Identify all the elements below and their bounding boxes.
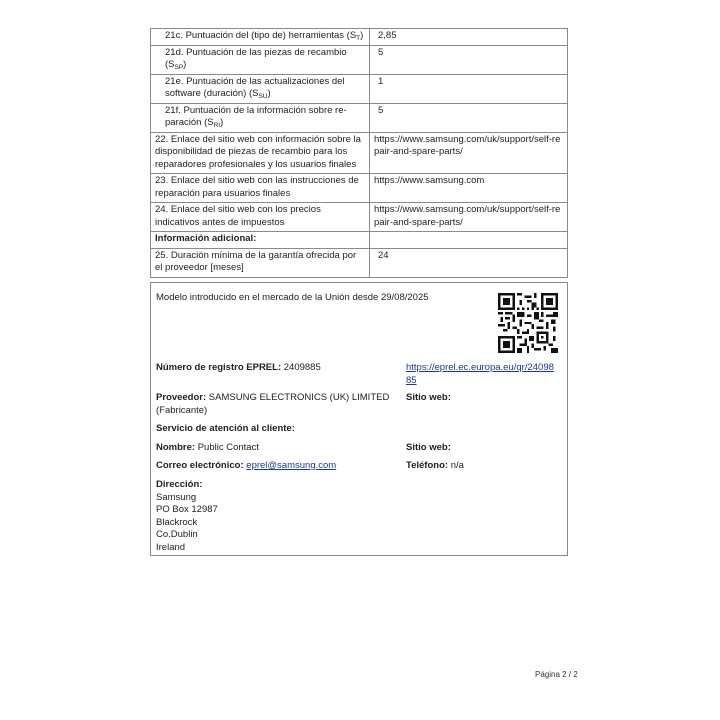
eprel-label: Número de registro EPREL: — [156, 362, 282, 373]
website2-label: Sitio web: — [406, 442, 451, 453]
row-value: 24 — [370, 248, 568, 277]
address-line: Ireland — [156, 541, 186, 553]
table-row — [151, 203, 568, 232]
row-label: 24. Enlace del sitio web con los precios indicativos antes de impuestos — [151, 203, 370, 232]
product-spec-table — [150, 28, 568, 278]
page-number: Página 2 / 2 — [535, 670, 578, 679]
contact-email — [156, 460, 336, 473]
supplier-value: SAMSUNG ELECTRONICS (UK) LIMITED (Fabricante) — [156, 392, 390, 416]
row-value: 5 — [370, 103, 568, 132]
contact-name — [156, 442, 259, 455]
row-label: 22. Enlace del sitio web con información sobre la disponibilidad de piezas de recambio para los reparadores profesionales y los usuarios finales — [151, 132, 370, 174]
section-empty-cell — [370, 232, 568, 249]
phone-label: Teléfono: — [406, 460, 449, 471]
row-label: 21f. Puntuación de la información sobre re-paración $(S_{RI})$ — [151, 103, 370, 132]
row-value-link: https://www.samsung.com/uk/support/self-repair-and-spare-parts/ — [370, 132, 568, 174]
address-line: Blackrock — [156, 516, 198, 528]
address-line: Samsung — [156, 491, 197, 503]
supplier-info — [156, 392, 401, 417]
website-label: Sitio web: — [406, 392, 451, 403]
name-value: Public Contact — [197, 442, 259, 453]
supplier-label: Proveedor: — [156, 392, 207, 403]
row-value-link: https://www.samsung.com — [370, 174, 568, 203]
eprel-value: 2409885 — [283, 362, 321, 373]
email-link[interactable]: eprel@samsung.com — [246, 460, 337, 471]
table-row — [151, 248, 568, 277]
row-value-link: https://www.samsung.com/uk/support/self-repair-and-spare-parts/ — [370, 203, 568, 232]
customer-service-label: Servicio de atención al cliente: — [156, 423, 295, 434]
table-row — [151, 29, 568, 46]
table-row — [151, 74, 568, 103]
email-label: Correo electrónico: — [156, 460, 244, 471]
market-intro-text: Modelo introducido en el mercado de la Unión desde 29/08/2025 — [156, 292, 429, 303]
supplier-info-box — [150, 282, 568, 556]
contact-phone — [406, 460, 464, 473]
row-label: 21c. Puntuación del (tipo de) herramientas $(S_T)$ — [151, 29, 370, 46]
address-line: PO Box 12987 — [156, 504, 218, 515]
eprel-url-link[interactable]: https://eprel.ec.europa.eu/qr/2409885 — [406, 362, 554, 386]
row-value: 1 — [370, 74, 568, 103]
row-value: 5 — [370, 45, 568, 74]
row-label: 25. Duración mínima de la garantía ofrecida por el proveedor [meses] — [151, 248, 370, 277]
row-label: 23. Enlace del sitio web con las instrucciones de reparación para usuarios finales — [151, 174, 370, 203]
table-row — [151, 174, 568, 203]
row-value: 2,85 — [370, 29, 568, 46]
section-header: Información adicional: — [151, 232, 370, 249]
section-header-row — [151, 232, 568, 249]
phone-value: n/a — [450, 460, 464, 471]
qr-code-icon[interactable] — [498, 293, 558, 353]
name-label: Nombre: — [156, 442, 196, 453]
row-label: 21d. Puntuación de las piezas de recambio $(S_{SP})$ — [151, 45, 370, 74]
table-row — [151, 45, 568, 74]
table-row — [151, 103, 568, 132]
address-line: Co.Dublin — [156, 529, 198, 540]
row-label: 21e. Puntuación de las actualizaciones del software (duración) $(S_{SU})$ — [151, 74, 370, 103]
table-row — [151, 132, 568, 174]
eprel-registration — [156, 362, 321, 375]
address-block — [156, 479, 218, 554]
address-label: Dirección: — [156, 479, 203, 490]
